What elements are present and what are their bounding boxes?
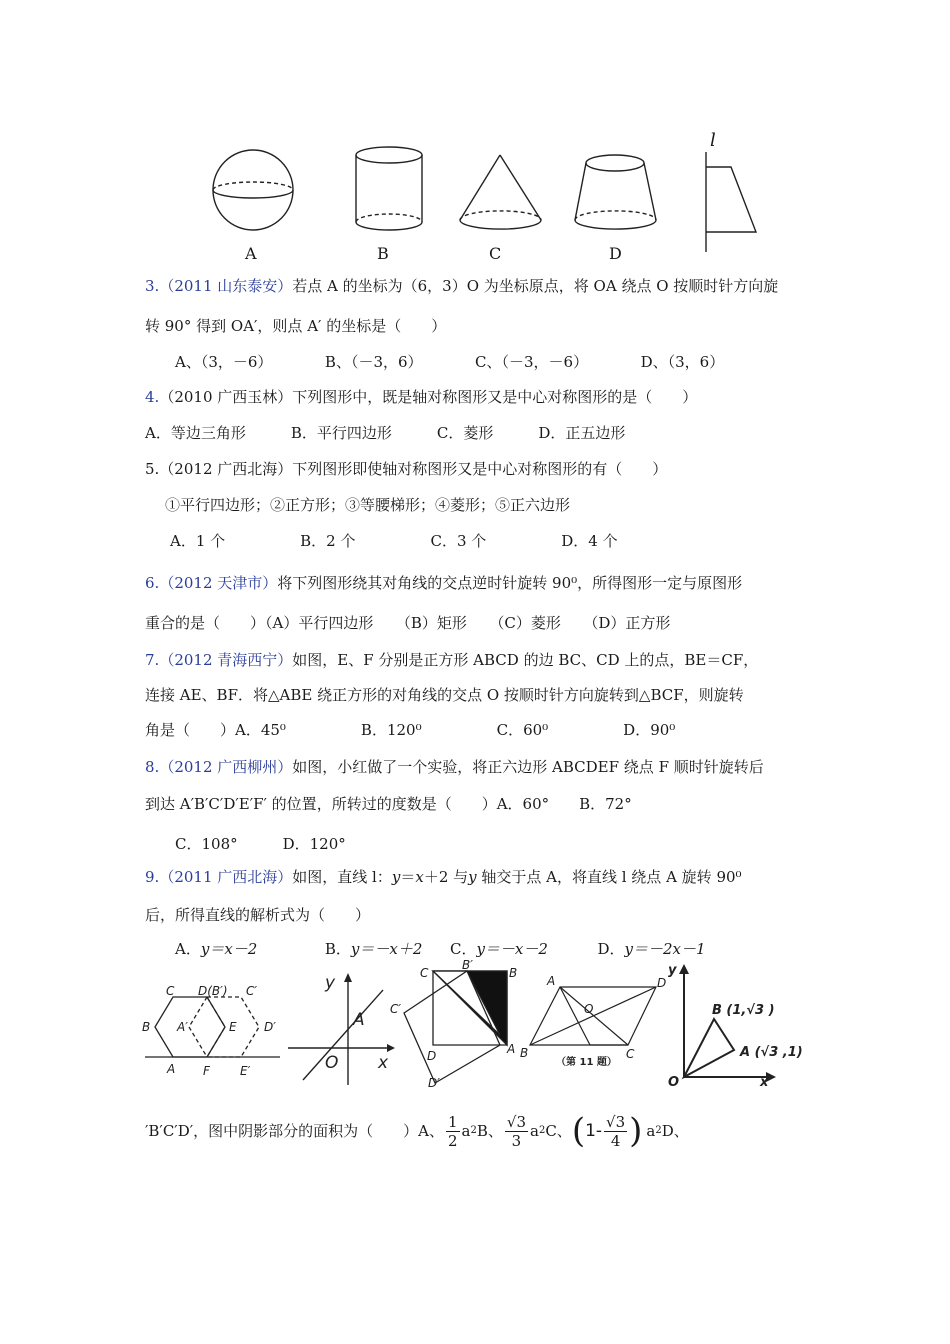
q9-text-a: 如图，直线 l： [292, 868, 392, 886]
q8-line-2 [145, 794, 632, 814]
q9-line-1 [145, 867, 742, 887]
hex-label-c2: C′ [246, 984, 258, 998]
q10-paren-open: ( [571, 1111, 586, 1151]
hex-label-d2: D′ [264, 1020, 276, 1034]
q3-line-2 [145, 316, 446, 336]
hex-label-e: E [229, 1020, 237, 1034]
q10-line [145, 1103, 689, 1159]
line-axes-figure [283, 970, 403, 1090]
q3-text-2: 转 90° 得到 OA′，则点 A′ 的坐标是（ ） [145, 317, 447, 335]
hex-label-e2: E′ [240, 1064, 251, 1078]
hex-label-db: D(B′) [198, 984, 228, 998]
q10-a2-3: a [646, 1122, 656, 1140]
q3-number: 3. [145, 277, 160, 295]
q10-frac-2 [505, 1113, 528, 1150]
q4-number: 4. [145, 388, 160, 406]
q10-one: 1- [585, 1121, 603, 1141]
solids-figure [0, 0, 950, 270]
q10-sup-2: 2 [538, 1125, 546, 1136]
trapezoid-shape [706, 167, 756, 232]
sq-label-d2: D′ [428, 1076, 440, 1090]
line-label-o: O [325, 1053, 339, 1073]
q10-frac-2-den: 3 [511, 1131, 522, 1150]
q5-list-text: ①平行四边形；②正方形；③等腰梯形；④菱形；⑤正六边形 [165, 496, 571, 514]
q6-source: （2012 天津市） [159, 574, 278, 592]
q9-options [175, 939, 706, 959]
coord-label-a: A (√3 ,1) [740, 1045, 803, 1060]
solid-label-d: D [609, 244, 622, 263]
q7-line-2 [145, 685, 744, 705]
sq-label-d: D [427, 1049, 437, 1063]
square-figure [390, 958, 520, 1090]
solid-label-b: B [377, 244, 389, 263]
frustum-shape [586, 155, 644, 171]
hexagon-figure [140, 985, 290, 1085]
q9-source: （2011 广西北海） [159, 868, 293, 886]
q10-c: C、 [545, 1122, 572, 1140]
hex-label-a2: A′ [177, 1020, 188, 1034]
q8-source: （2012 广西柳州） [159, 758, 293, 776]
q6-line-1 [145, 573, 742, 593]
q5-options [170, 531, 618, 551]
axis-label-l: l [710, 130, 716, 151]
q10-a2-2: a [530, 1122, 539, 1140]
q7-text-2: 连接 AE、BF．将△ABE 绕正方形的对角线的交点 O 按顺时针方向旋转到△BCF，则旋转 [145, 686, 744, 704]
q4-text: （2010 广西玉林）下列图形中，既是轴对称图形又是中心对称图形的是（ ） [159, 388, 698, 406]
q9-expr-a: y＝x－2 [200, 940, 258, 958]
coord-figure [662, 962, 812, 1090]
q5-list [165, 495, 570, 515]
q10-frac-3-den: 4 [610, 1131, 621, 1150]
para-caption: （第 11 题） [556, 1057, 617, 1068]
q4-options-text: A．等边三角形 B．平行四边形 C．菱形 D．正五边形 [145, 424, 626, 442]
q9-opt-c: C． [449, 940, 477, 958]
para-label-a: A [547, 974, 556, 988]
sq-label-a: A [507, 1042, 516, 1056]
hex-label-c: C [166, 984, 175, 998]
q8-line-1 [145, 757, 764, 777]
q5-text: 5.（2012 广西北海）下列图形即使轴对称图形又是中心对称图形的有（ ） [145, 460, 668, 478]
q7-text-3: 角是（ ）A．45⁰ B．120⁰ C．60⁰ D．90⁰ [145, 721, 676, 739]
para-label-b: B [520, 1046, 529, 1060]
coord-label-y: y [668, 963, 677, 978]
q9-var-y2: y [468, 868, 477, 886]
cone-shape [460, 155, 500, 220]
solid-label-a: A [245, 244, 257, 263]
q9-number: 9. [145, 868, 160, 886]
q6-text-2: 重合的是（ ）（A）平行四边形 （B）矩形 （C）菱形 （D）正方形 [145, 614, 671, 632]
q6-text-1: 将下列图形绕其对角线的交点逆时针旋转 90⁰，所得图形一定与原图形 [277, 574, 743, 592]
q7-source: （2012 青海西宁） [159, 651, 293, 669]
q7-number: 7. [145, 651, 160, 669]
q9-eq: ＝ [400, 868, 416, 886]
q10-frac-1-den: 2 [447, 1131, 458, 1150]
q10-frac-2-num: √3 [506, 1112, 526, 1131]
hex-label-f: F [203, 1064, 210, 1078]
q3-options [175, 352, 724, 372]
q3-source: （2011 山东泰安） [159, 277, 293, 295]
q7-line-3 [145, 720, 675, 740]
q9-opt-d: D． [597, 940, 625, 958]
q9-text-e: ＋2 与 [423, 868, 469, 886]
sq-label-b2: B′ [462, 958, 473, 972]
coord-label-o: O [668, 1075, 680, 1090]
hex-label-a: A [167, 1062, 176, 1076]
q9-text-2: 后，所得直线的解析式为（ ） [145, 906, 371, 924]
q8-text-1: 如图，小红做了一个实验，将正六边形 ABCDEF 绕点 F 顺时针旋转后 [292, 758, 764, 776]
sq-label-c: C [420, 966, 429, 980]
line-label-x: x [378, 1053, 389, 1073]
q10-frac-3 [604, 1113, 627, 1150]
q5-line [145, 459, 667, 479]
cylinder-shape [356, 147, 422, 163]
q6-number: 6. [145, 574, 160, 592]
q8-text-2: 到达 A′B′C′D′E′F′ 的位置，所转过的度数是（ ）A．60° B．72° [145, 795, 632, 813]
q3-line-1 [145, 276, 778, 296]
q10-sup-1: 2 [470, 1125, 477, 1136]
q8-line-3 [175, 834, 346, 854]
q4-line [145, 387, 697, 407]
q7-text-1: 如图，E、F 分别是正方形 ABCD 的边 BC、CD 上的点，BE＝CF， [292, 651, 759, 669]
q9-text-g: 轴交于点 A，将直线 l 绕点 A 旋转 90⁰ [476, 868, 742, 886]
q10-text: ′B′C′D′，图中阴影部分的面积为（ ）A、 [145, 1122, 444, 1140]
q10-paren-close: ) [629, 1111, 643, 1151]
q10-frac-1 [446, 1113, 460, 1150]
coord-label-b: B (1,√3 ) [712, 1003, 775, 1018]
coord-label-x: x [760, 1075, 769, 1090]
q9-opt-b: B． [324, 940, 351, 958]
para-label-d: D [657, 976, 667, 990]
q9-expr-c: y＝－x－2 [476, 940, 548, 958]
q6-line-2 [145, 613, 670, 633]
q9-line-2 [145, 905, 370, 925]
q10-a2-1: a [461, 1122, 471, 1140]
q9-expr-d: y＝－2x－1 [624, 940, 706, 958]
q9-expr-b: y＝－x＋2 [350, 940, 423, 958]
para-label-o: O [584, 1002, 594, 1016]
line-label-a: A [353, 1010, 365, 1030]
q3-text-1: 若点 A 的坐标为（6，3）O 为坐标原点，将 OA 绕点 O 按顺时针方向旋 [292, 277, 779, 295]
sq-label-b: B [509, 966, 518, 980]
q10-sup-3: 2 [655, 1125, 662, 1136]
q4-options [145, 423, 625, 443]
q10-frac-1-num: 1 [447, 1112, 458, 1131]
para-label-c: C [626, 1047, 635, 1061]
q3-options-text: A、（3，－6） B、（－3，6） C、（－3，－6） D、（3，6） [175, 353, 725, 371]
q10-b: B、 [476, 1122, 503, 1140]
line-label-y: y [325, 973, 336, 993]
q9-opt-a: A． [175, 940, 201, 958]
q8-text-3: C．108° D．120° [175, 835, 346, 853]
sq-label-c2: C′ [390, 1002, 402, 1016]
q9-var-y: y [391, 868, 401, 886]
sphere-shape [213, 150, 293, 230]
q9-var-x: x [415, 868, 424, 886]
q5-options-text: A．1 个 B．2 个 C．3 个 D．4 个 [170, 532, 618, 550]
solid-label-c: C [489, 244, 502, 263]
q7-line-1 [145, 650, 758, 670]
hex-label-b: B [142, 1020, 151, 1034]
parallelogram-figure [518, 965, 667, 1075]
q10-frac-3-num: √3 [606, 1112, 626, 1131]
q8-number: 8. [145, 758, 160, 776]
q10-d: D、 [661, 1122, 689, 1140]
